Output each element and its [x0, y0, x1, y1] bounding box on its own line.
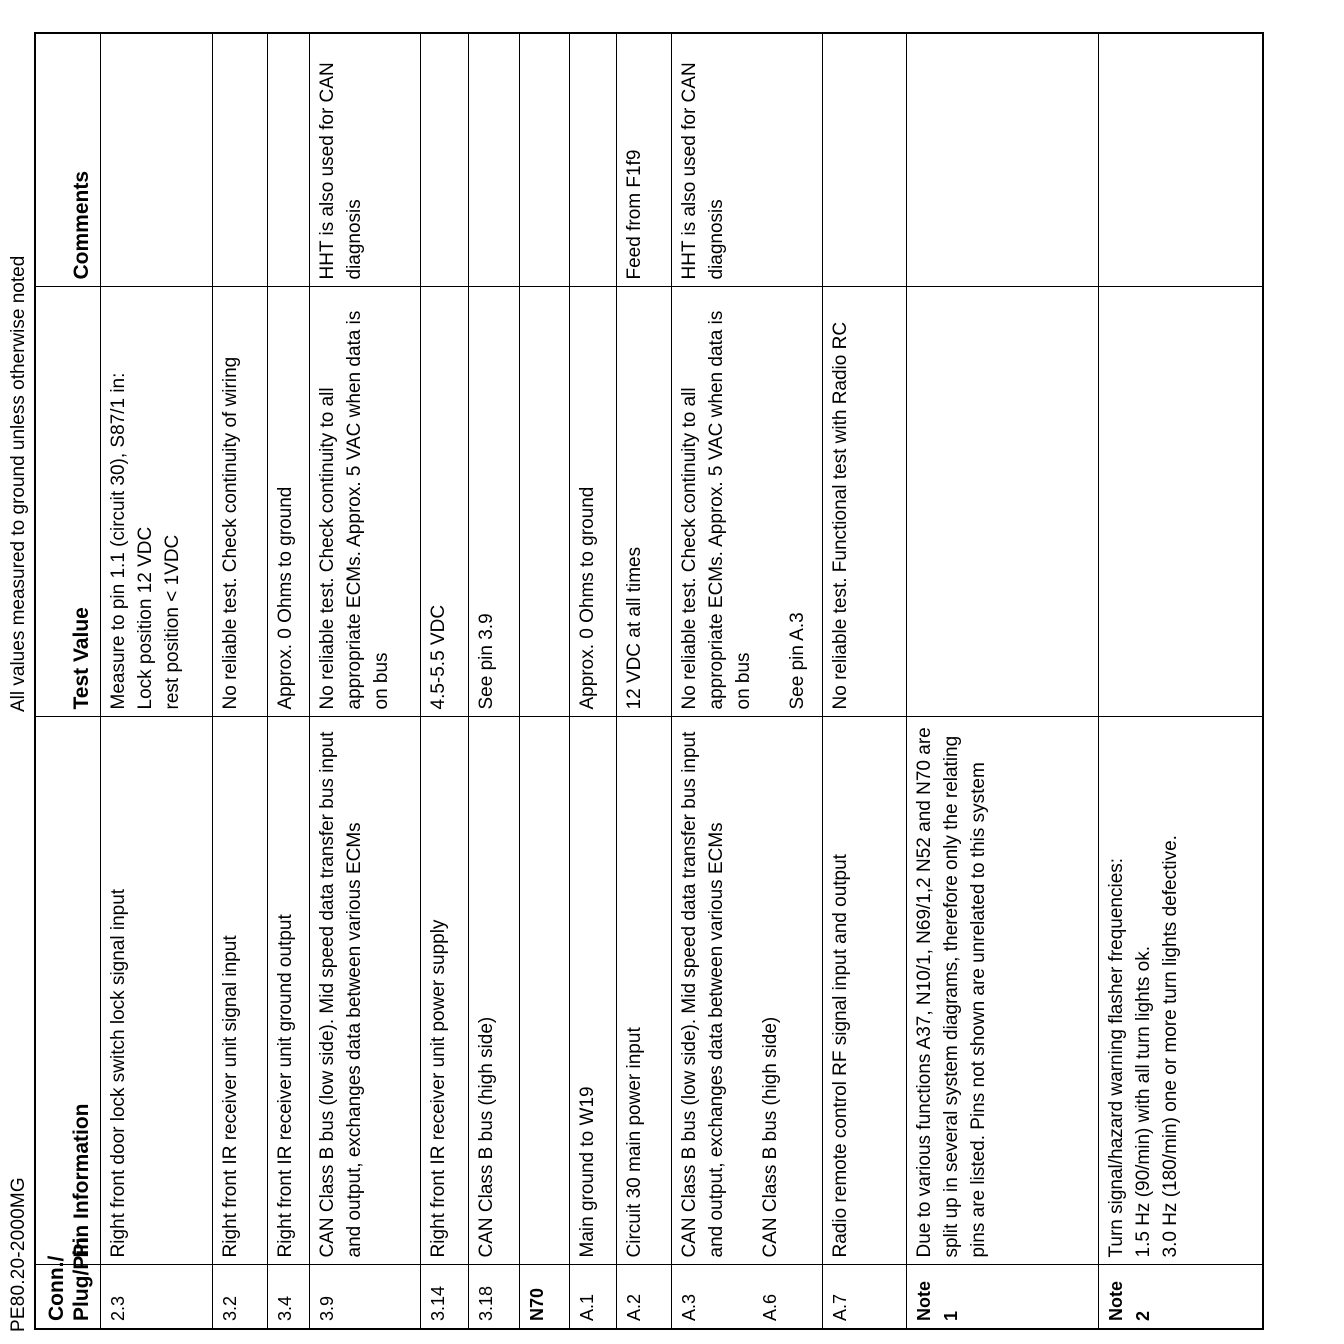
comment-cell — [1099, 33, 1263, 287]
comment-cell — [101, 33, 213, 287]
test-value-cell: No reliable test. Check continuity to all appropriate ECMs. Approx. 5 VAC when data is on bus — [310, 287, 421, 717]
pin-cell: 3.18 — [469, 1265, 520, 1329]
table-row — [310, 33, 421, 1329]
pin-cell: 2.3 — [101, 1265, 213, 1329]
pin-info-cell: CAN Class B bus (high side) — [469, 717, 520, 1265]
pin-info-cell: CAN Class B bus (low side). Mid speed data transfer bus input and output, exchanges data between various ECMs — [310, 717, 421, 1265]
comment-cell: HHT is also used for CAN diagnosis — [672, 33, 823, 287]
pin-cell: 3.9 — [310, 1265, 421, 1329]
pin-cell: A.1 — [570, 1265, 617, 1329]
pin-cell: Note 1 — [907, 1265, 1099, 1329]
table-row — [1099, 33, 1263, 1329]
pin-cell: A.7 — [823, 1265, 907, 1329]
test-value-cell: No reliable test. Check continuity to all appropriate ECMs. Approx. 5 VAC when data is on bus See pin A.3 — [672, 287, 823, 717]
pin-info-cell: Radio remote control RF signal input and output — [823, 717, 907, 1265]
pin-info-cell: Right front IR receiver unit ground output — [268, 717, 310, 1265]
column-header-test-value: Test Value — [35, 287, 101, 717]
test-value-cell: 4.5-5.5 VDC — [421, 287, 469, 717]
pin-info-cell: CAN Class B bus (low side). Mid speed data transfer bus input and output, exchanges data between various ECMs CAN Class B bus (high side) — [672, 717, 823, 1265]
test-value-cell: See pin 3.9 — [469, 287, 520, 717]
test-value-cell — [520, 287, 570, 717]
table-row — [823, 33, 907, 1329]
pin-cell: 3.4 — [268, 1265, 310, 1329]
comment-cell: HHT is also used for CAN diagnosis — [310, 33, 421, 287]
comment-cell — [268, 33, 310, 287]
table-header-row — [35, 33, 101, 1329]
comment-cell — [421, 33, 469, 287]
comment-cell — [907, 33, 1099, 287]
pin-info-cell: Main ground to W19 — [570, 717, 617, 1265]
pin-cell: Note 2 — [1099, 1265, 1263, 1329]
test-value-cell: Approx. 0 Ohms to ground — [570, 287, 617, 717]
table-row — [213, 33, 268, 1329]
pin-cell: N70 — [520, 1265, 570, 1329]
pin-info-cell: Due to various functions A37, N10/1, N69/1,2 N52 and N70 are split up in several system diagrams, therefore only the relating pins are listed. Pins not shown are unrelated to this system — [907, 717, 1099, 1265]
pin-cell: A.2 — [617, 1265, 672, 1329]
test-value-cell: No reliable test. Check continuity of wiring — [213, 287, 268, 717]
pin-table-wrapper — [34, 32, 1264, 1330]
column-header-pin-information: Pin Information — [35, 717, 101, 1265]
test-value-cell: Approx. 0 Ohms to ground — [268, 287, 310, 717]
measurement-note: All values measured to ground unless otherwise noted — [8, 255, 29, 712]
comment-cell — [823, 33, 907, 287]
table-row — [907, 33, 1099, 1329]
comment-cell — [213, 33, 268, 287]
comment-cell: Feed from F1f9 — [617, 33, 672, 287]
test-value-cell: Measure to pin 1.1 (circuit 30), S87/1 in: Lock position 12 VDC rest position < 1VDC — [101, 287, 213, 717]
test-value-cell: 12 VDC at all times — [617, 287, 672, 717]
table-row — [268, 33, 310, 1329]
pin-info-cell: Right front door lock switch lock signal input — [101, 717, 213, 1265]
test-value-cell — [907, 287, 1099, 717]
pin-info-cell: Right front IR receiver unit power supply — [421, 717, 469, 1265]
pin-cell: 3.2 — [213, 1265, 268, 1329]
table-row — [570, 33, 617, 1329]
pin-table — [34, 32, 1264, 1330]
test-value-cell: No reliable test. Functional test with Radio RC — [823, 287, 907, 717]
table-row — [101, 33, 213, 1329]
pin-cell: 3.14 — [421, 1265, 469, 1329]
table-row — [617, 33, 672, 1329]
pin-info-cell: Turn signal/hazard warning flasher frequencies: 1.5 Hz (90/min) with all turn lights ok. 3.0 Hz (180/min) one or more turn lights defective. — [1099, 717, 1263, 1265]
table-row — [520, 33, 570, 1329]
document-code: PE80.20-2000MG — [8, 1177, 29, 1332]
comment-cell — [520, 33, 570, 287]
pin-info-cell: Circuit 30 main power input — [617, 717, 672, 1265]
comment-cell — [469, 33, 520, 287]
test-value-cell — [1099, 287, 1263, 717]
comment-cell — [570, 33, 617, 287]
table-row — [672, 33, 823, 1329]
pin-info-cell: Right front IR receiver unit signal input — [213, 717, 268, 1265]
column-header-comments: Comments — [35, 33, 101, 287]
pin-info-cell — [520, 717, 570, 1265]
column-header-pin: Conn./ Plug/Pin — [35, 1265, 101, 1329]
table-row — [421, 33, 469, 1329]
pin-cell: A.3 A.6 — [672, 1265, 823, 1329]
table-row — [469, 33, 520, 1329]
